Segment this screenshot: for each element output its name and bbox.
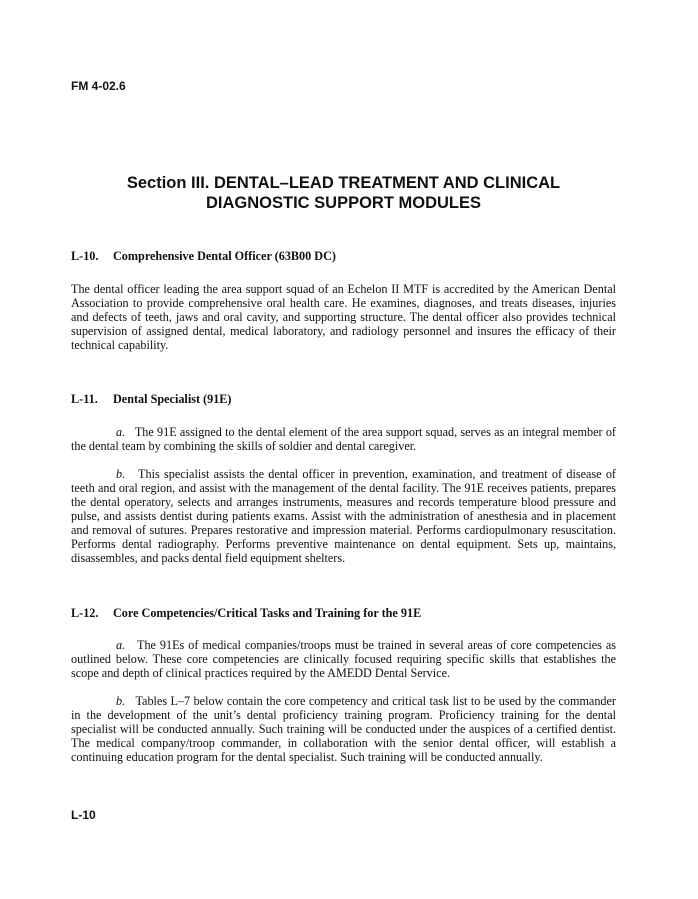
subparagraph-letter: b.: [116, 694, 126, 709]
subparagraph-text: Tables L–7 below contain the core competency and critical task list to be used by the commander in the development of the unit’s dental proficiency training program. Proficiency training for the dental specialist will be conducted annually. Such training will be conducted under the auspices of a certified dentist. The medical company/troop commander, in collaboration with the senior dental officer, will establish a continuing education program for the dental specialist. Such training will be conducted annually.: [71, 694, 616, 764]
section-title-line-2: DIAGNOSTIC SUPPORT MODULES: [205, 194, 481, 212]
page-number: L-10: [71, 808, 96, 822]
section-title: [71, 173, 616, 213]
paragraph-text-l10: The dental officer leading the area support squad of an Echelon II MTF is accredited by the American Dental Association to provide comprehensive oral health care. He examines, diagnoses, and treats diseases, injuries and defects of teeth, jaws and oral cavity, and supporting structure. The dental officer also provides technical supervision of assigned dental, medical laboratory, and radiology personnel and insures the efficacy of their technical capability.: [71, 281, 616, 352]
subparagraph-l11-a: [71, 426, 616, 454]
subparagraph-l12-b: [71, 695, 616, 765]
subparagraph-l11-b: [71, 468, 616, 565]
document-body: [71, 250, 616, 765]
paragraph-title: Dental Specialist (91E): [113, 392, 232, 407]
paragraph-number: L-10.: [71, 249, 99, 263]
subparagraph-letter: a.: [116, 638, 126, 653]
subparagraph-text: The 91E assigned to the dental element of the area support squad, serves as an integral member of the dental team by combining the skills of soldier and dental caregiver.: [71, 425, 616, 454]
paragraph-heading-l12: [71, 607, 616, 621]
paragraph-heading-l11: [71, 393, 616, 407]
document-id: FM 4-02.6: [71, 79, 126, 93]
paragraph-title: Comprehensive Dental Officer (63B00 DC): [113, 249, 336, 263]
paragraph-title: Core Competencies/Critical Tasks and Training for the 91E: [113, 605, 422, 620]
paragraph-number: L-11.: [71, 392, 98, 407]
paragraph-heading-l10: [71, 250, 616, 264]
subparagraph-letter: b.: [116, 467, 126, 482]
subparagraph-text: This specialist assists the dental officer in prevention, examination, and treatment of disease of teeth and oral region, and assist with the management of the dental facility. The 91E receives patients, prepares the dental operatory, selects and arranges instruments, measures and records temperature blood pressure and pulse, and assists dentist during patients exams. Assist with the administration of anesthesia and in placement and removal of sutures. Prepares restorative and impression material. Performs cardiopulmonary resuscitation. Performs dental radiography. Performs preventive maintenance on dental equipment. Sets up, maintains, disassembles, and packs dental field equipment shelters.: [71, 467, 616, 565]
subparagraph-text: The 91Es of medical companies/troops must be trained in several areas of core competencies as outlined below. These core competencies are clinically focused requiring specific skills that establishes the scope and depth of clinical practices required by the AMEDD Dental Service.: [71, 638, 617, 681]
subparagraph-l12-a: [71, 639, 616, 681]
subparagraph-letter: a.: [116, 425, 126, 440]
section-title-line-1: Section III. DENTAL–LEAD TREATMENT AND CLINICAL: [126, 174, 561, 192]
paragraph-number: L-12.: [71, 605, 99, 620]
